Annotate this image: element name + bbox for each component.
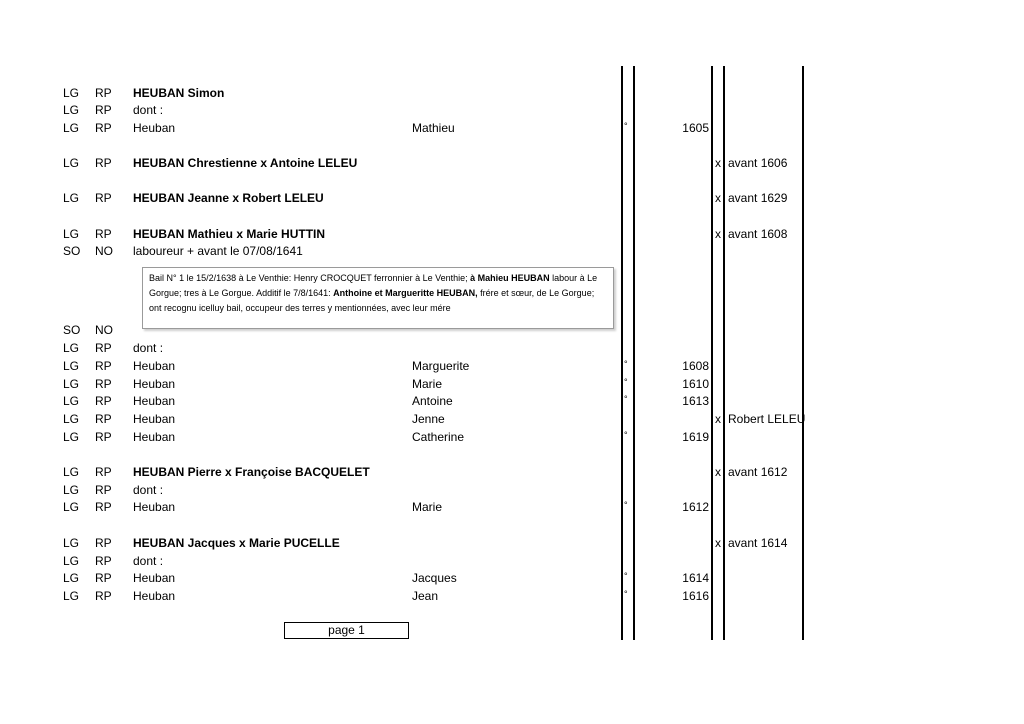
col-marriage-mark: x — [715, 536, 721, 550]
col-code: RP — [95, 121, 112, 135]
col-region: LG — [63, 465, 80, 479]
col-birth-mark: ° — [624, 589, 628, 599]
col-firstname: Jacques — [412, 571, 457, 585]
col-birth-mark: ° — [624, 121, 628, 131]
col-region: LG — [63, 103, 80, 117]
col-date: avant 1606 — [728, 156, 788, 170]
table-row — [0, 190, 1024, 207]
col-code: RP — [95, 156, 112, 170]
col-code: RP — [95, 571, 112, 585]
col-firstname: Marguerite — [412, 359, 470, 373]
col-name: Heuban — [133, 412, 176, 426]
col-date: avant 1614 — [728, 536, 788, 550]
col-code: NO — [95, 323, 113, 337]
table-row — [0, 376, 1024, 393]
col-code: NO — [95, 244, 113, 258]
col-date: Robert LELEU — [728, 412, 806, 426]
col-firstname: Jean — [412, 589, 439, 603]
col-year: 1614 — [682, 571, 709, 585]
col-code: RP — [95, 412, 112, 426]
table-row — [0, 499, 1024, 516]
col-code: RP — [95, 103, 112, 117]
col-region: LG — [63, 536, 80, 550]
col-region: LG — [63, 377, 80, 391]
col-region: LG — [63, 359, 80, 373]
col-code: RP — [95, 465, 112, 479]
col-code: RP — [95, 191, 112, 205]
col-marriage-mark: x — [715, 465, 721, 479]
col-code: RP — [95, 554, 112, 568]
col-name: Heuban — [133, 359, 176, 373]
col-name: laboureur + avant le 07/08/1641 — [133, 244, 303, 258]
col-name: dont : — [133, 483, 164, 497]
col-region: LG — [63, 86, 80, 100]
col-region: SO — [63, 244, 81, 258]
col-code: RP — [95, 589, 112, 603]
col-region: LG — [63, 156, 80, 170]
table-row — [0, 358, 1024, 375]
col-code: RP — [95, 86, 112, 100]
table-row — [0, 535, 1024, 552]
col-year: 1616 — [682, 589, 709, 603]
col-name: dont : — [133, 554, 164, 568]
col-date: avant 1629 — [728, 191, 788, 205]
table-row — [0, 429, 1024, 446]
col-marriage-mark: x — [715, 227, 721, 241]
page-number-box: page 1 — [284, 622, 409, 639]
col-region: LG — [63, 121, 80, 135]
col-year: 1613 — [682, 394, 709, 408]
col-year: 1608 — [682, 359, 709, 373]
col-name: Heuban — [133, 377, 176, 391]
table-row — [0, 155, 1024, 172]
col-region: LG — [63, 500, 80, 514]
table-row — [0, 85, 1024, 102]
table-row — [0, 553, 1024, 570]
col-date: avant 1608 — [728, 227, 788, 241]
col-name: Heuban — [133, 500, 176, 514]
note-text-3: frére et sœur, de Le Gorgue; ont recognu icelluy bail, occupeur des terres y mentionnées, avec leur mére — [149, 288, 595, 313]
col-marriage-mark: x — [715, 156, 721, 170]
col-region: LG — [63, 227, 80, 241]
table-row — [0, 393, 1024, 410]
col-year: 1605 — [682, 121, 709, 135]
col-region: LG — [63, 191, 80, 205]
col-code: RP — [95, 341, 112, 355]
col-region: LG — [63, 483, 80, 497]
col-region: LG — [63, 430, 80, 444]
table-row — [0, 570, 1024, 587]
table-row — [0, 102, 1024, 119]
col-birth-mark: ° — [624, 359, 628, 369]
col-name: HEUBAN Jacques x Marie PUCELLE — [133, 536, 340, 550]
note-bold-2: Anthoine et Margueritte HEUBAN, — [333, 288, 478, 298]
col-region: SO — [63, 323, 81, 337]
note-text-2: labour à Le Gorgue; tres à Le Gorgue. Additif le 7/8/1641: — [149, 273, 598, 298]
col-name: Heuban — [133, 589, 176, 603]
table-row — [0, 482, 1024, 499]
table-row — [0, 226, 1024, 243]
table-row — [0, 411, 1024, 428]
table-row — [0, 243, 1024, 260]
col-firstname: Catherine — [412, 430, 465, 444]
col-year: 1610 — [682, 377, 709, 391]
col-name: HEUBAN Chrestienne x Antoine LELEU — [133, 156, 358, 170]
col-name: Heuban — [133, 394, 176, 408]
col-region: LG — [63, 554, 80, 568]
col-name: HEUBAN Jeanne x Robert LELEU — [133, 191, 324, 205]
col-birth-mark: ° — [624, 571, 628, 581]
col-firstname: Marie — [412, 377, 443, 391]
col-firstname: Marie — [412, 500, 443, 514]
col-code: RP — [95, 377, 112, 391]
col-birth-mark: ° — [624, 500, 628, 510]
table-row — [0, 120, 1024, 137]
col-marriage-mark: x — [715, 412, 721, 426]
col-firstname: Jenne — [412, 412, 445, 426]
col-name: dont : — [133, 103, 164, 117]
col-region: LG — [63, 412, 80, 426]
col-name: Heuban — [133, 121, 176, 135]
col-region: LG — [63, 589, 80, 603]
col-code: RP — [95, 483, 112, 497]
col-code: RP — [95, 500, 112, 514]
col-birth-mark: ° — [624, 430, 628, 440]
col-firstname: Antoine — [412, 394, 453, 408]
col-year: 1619 — [682, 430, 709, 444]
table-row — [0, 464, 1024, 481]
col-year: 1612 — [682, 500, 709, 514]
col-name: Heuban — [133, 571, 176, 585]
col-code: RP — [95, 394, 112, 408]
note-bold-1: à Mahieu HEUBAN — [470, 273, 550, 283]
col-date: avant 1612 — [728, 465, 788, 479]
col-marriage-mark: x — [715, 191, 721, 205]
lease-note-box — [142, 267, 614, 329]
note-text-1: Bail N° 1 le 15/2/1638 à Le Venthie: Henry CROCQUET ferronnier à Le Venthie; — [149, 273, 471, 283]
col-name: Heuban — [133, 430, 176, 444]
col-code: RP — [95, 430, 112, 444]
col-firstname: Mathieu — [412, 121, 455, 135]
col-name: HEUBAN Pierre x Françoise BACQUELET — [133, 465, 370, 479]
table-row — [0, 588, 1024, 605]
table-row — [0, 340, 1024, 357]
col-code: RP — [95, 227, 112, 241]
col-region: LG — [63, 394, 80, 408]
col-name: HEUBAN Simon — [133, 86, 225, 100]
col-name: HEUBAN Mathieu x Marie HUTTIN — [133, 227, 326, 241]
col-birth-mark: ° — [624, 377, 628, 387]
col-region: LG — [63, 341, 80, 355]
col-code: RP — [95, 536, 112, 550]
col-region: LG — [63, 571, 80, 585]
col-name: dont : — [133, 341, 164, 355]
col-code: RP — [95, 359, 112, 373]
col-birth-mark: ° — [624, 394, 628, 404]
